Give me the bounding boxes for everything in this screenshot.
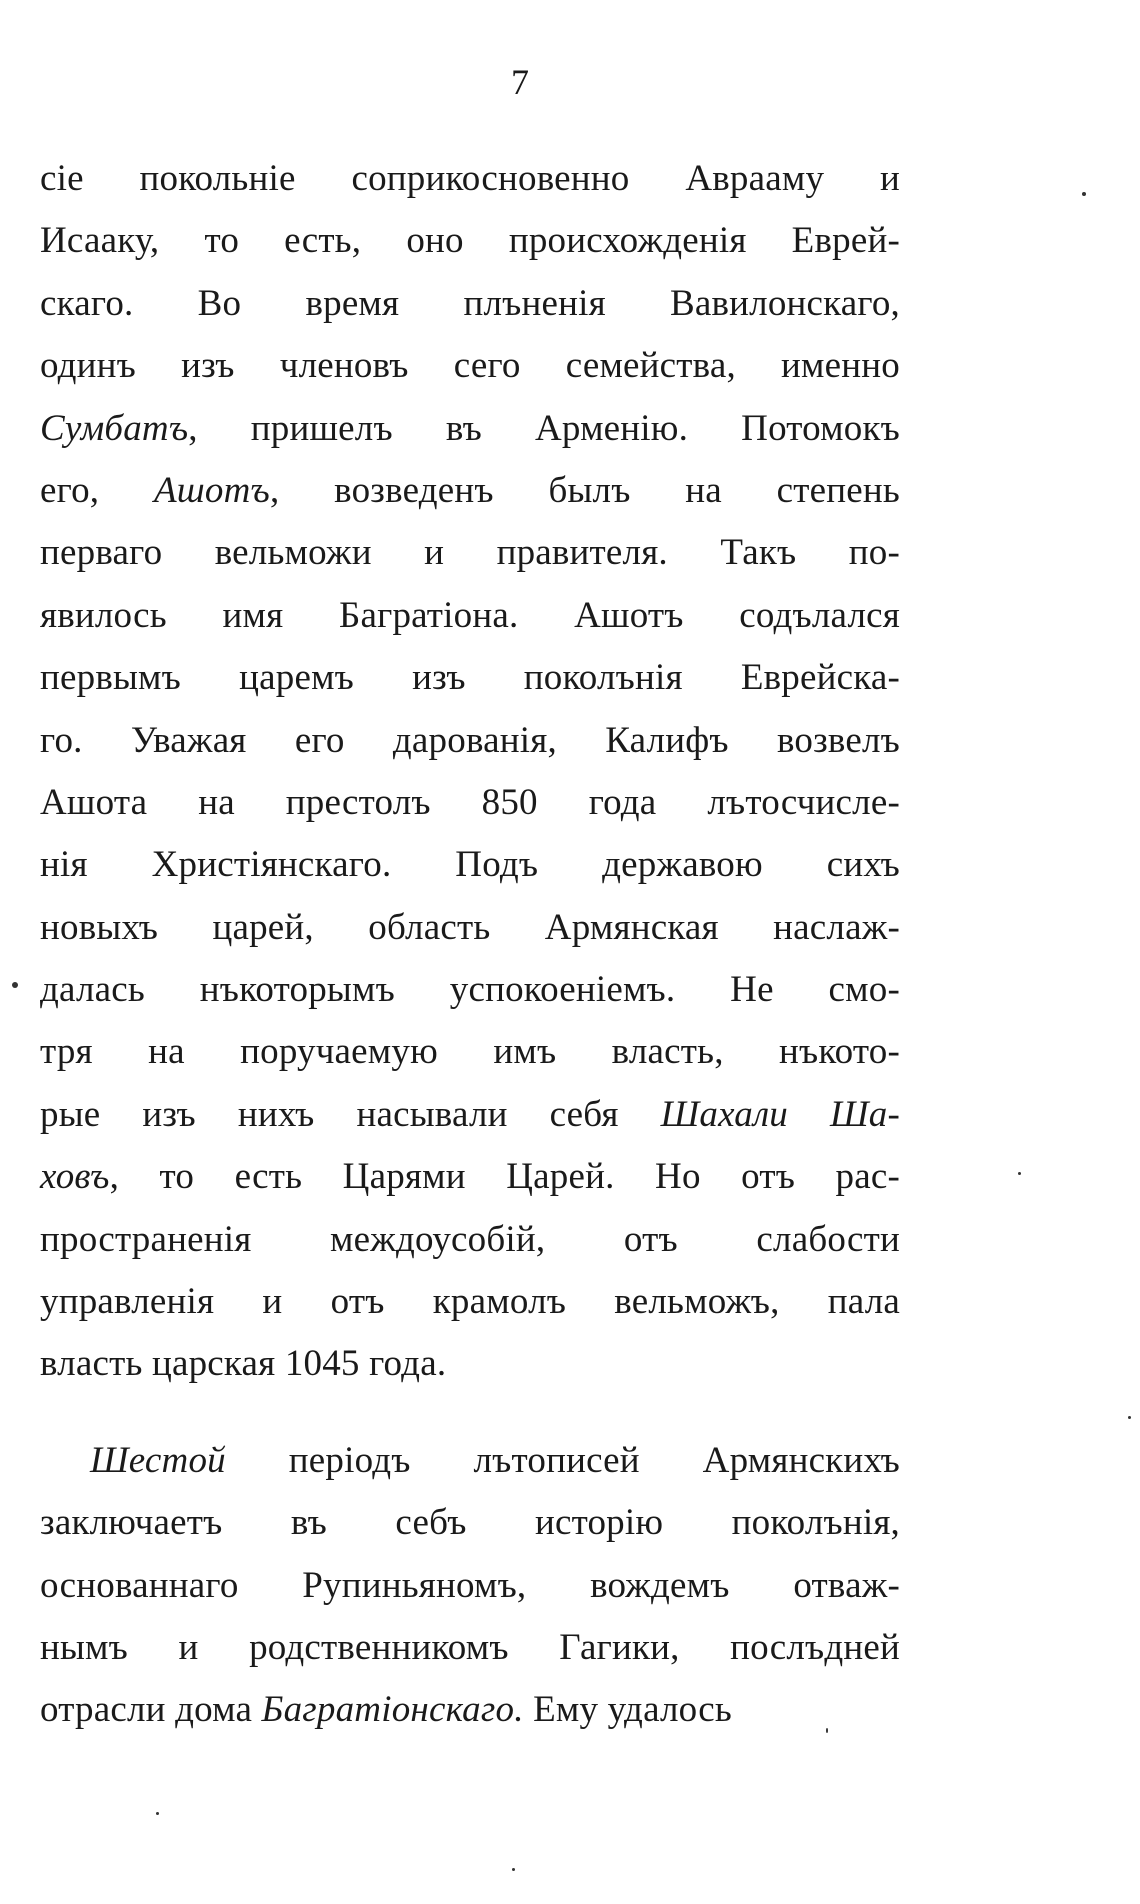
text-run: власть царская 1045 года. bbox=[40, 1343, 447, 1385]
italic-name: Шестой bbox=[90, 1439, 226, 1481]
text-line bbox=[40, 148, 900, 210]
scan-speck bbox=[1128, 1416, 1131, 1419]
text-line bbox=[40, 1271, 900, 1333]
text-line bbox=[40, 772, 900, 834]
text-run: первымъ царемъ изъ поколънія Еврейска- bbox=[40, 657, 900, 699]
italic-name: Сумбатъ bbox=[40, 407, 189, 449]
italic-name: Ашотъ bbox=[154, 469, 270, 511]
text-line bbox=[40, 585, 900, 647]
text-run: скаго. Во время плъненія Вавилонскаго, bbox=[40, 282, 900, 324]
scan-speck bbox=[1082, 192, 1086, 196]
body-text bbox=[40, 148, 900, 1742]
text-run: , то есть Царями Царей. Но отъ рас- bbox=[109, 1156, 900, 1198]
text-line bbox=[40, 1333, 900, 1395]
text-line bbox=[40, 1146, 900, 1208]
text-line bbox=[40, 647, 900, 709]
text-line bbox=[40, 710, 900, 772]
page-number bbox=[0, 62, 1140, 102]
text-run: его, bbox=[40, 469, 154, 511]
text-run: пространенія междоусобій, отъ слабости bbox=[40, 1218, 900, 1260]
text-line bbox=[40, 210, 900, 272]
page-number-text: 7 bbox=[511, 62, 529, 102]
text-line bbox=[40, 1209, 900, 1271]
text-run: новыхъ царей, область Армянская наслаж- bbox=[40, 906, 900, 948]
text-line bbox=[40, 834, 900, 896]
text-line bbox=[40, 1430, 900, 1492]
text-line bbox=[40, 1617, 900, 1679]
text-run: управленія и отъ крамолъ вельможъ, пала bbox=[40, 1281, 900, 1323]
text-run: тря на поручаемую имъ власть, нъкото- bbox=[40, 1031, 900, 1073]
scan-speck bbox=[156, 1812, 159, 1815]
text-run: періодъ лътописей Армянскихъ bbox=[225, 1439, 900, 1481]
text-run: заключаетъ въ себъ исторію поколънія, bbox=[40, 1502, 900, 1544]
text-run: сіе покольніе соприкосновенно Аврааму и bbox=[40, 158, 900, 199]
text-line bbox=[40, 1679, 900, 1741]
italic-name: Багратіонскаго. bbox=[261, 1689, 524, 1731]
text-run: рые изъ нихъ насывали себя bbox=[40, 1093, 661, 1135]
text-line bbox=[40, 1021, 900, 1083]
text-run: го. Уважая его дарованія, Калифъ возвелъ bbox=[40, 719, 900, 761]
text-run: одинъ изъ членовъ сего семейства, именно bbox=[40, 345, 900, 387]
text-run: основаннаго Рупиньяномъ, вождемъ отваж- bbox=[40, 1564, 900, 1606]
text-run: перваго вельможи и правителя. Такъ по- bbox=[40, 532, 900, 574]
text-line bbox=[40, 273, 900, 335]
text-line bbox=[40, 897, 900, 959]
scan-speck bbox=[512, 1868, 515, 1871]
text-line bbox=[40, 1555, 900, 1617]
text-run: Исааку, то есть, оно происхожденія Еврей- bbox=[40, 220, 900, 262]
text-line bbox=[40, 959, 900, 1021]
text-run: Ашота на престолъ 850 года лътосчисле- bbox=[40, 781, 900, 823]
text-line bbox=[40, 460, 900, 522]
text-line bbox=[40, 1084, 900, 1146]
scan-speck bbox=[1018, 1172, 1021, 1175]
text-run: Ему удалось bbox=[523, 1689, 732, 1731]
scan-speck bbox=[12, 982, 18, 988]
paragraph-gap bbox=[40, 1396, 900, 1430]
text-run: отрасли дома bbox=[40, 1689, 262, 1731]
text-line bbox=[40, 1492, 900, 1554]
text-run: , пришелъ въ Арменію. Потомокъ bbox=[188, 407, 900, 449]
text-line bbox=[40, 335, 900, 397]
text-run: нія Христіянскаго. Подъ державою сихъ bbox=[40, 844, 900, 886]
text-run: явилось имя Багратіона. Ашотъ содълался bbox=[40, 594, 900, 636]
italic-name: Шахали Ша- bbox=[660, 1093, 900, 1135]
text-run: нымъ и родственникомъ Гагики, послъдней bbox=[40, 1626, 900, 1668]
text-line bbox=[40, 398, 900, 460]
text-run: далась нъкоторымъ успокоеніемъ. Не смо- bbox=[40, 969, 900, 1011]
italic-name: ховъ bbox=[40, 1156, 110, 1198]
text-run: , возведенъ былъ на степень bbox=[269, 469, 900, 511]
scan-speck bbox=[826, 1728, 828, 1733]
text-line bbox=[40, 522, 900, 584]
